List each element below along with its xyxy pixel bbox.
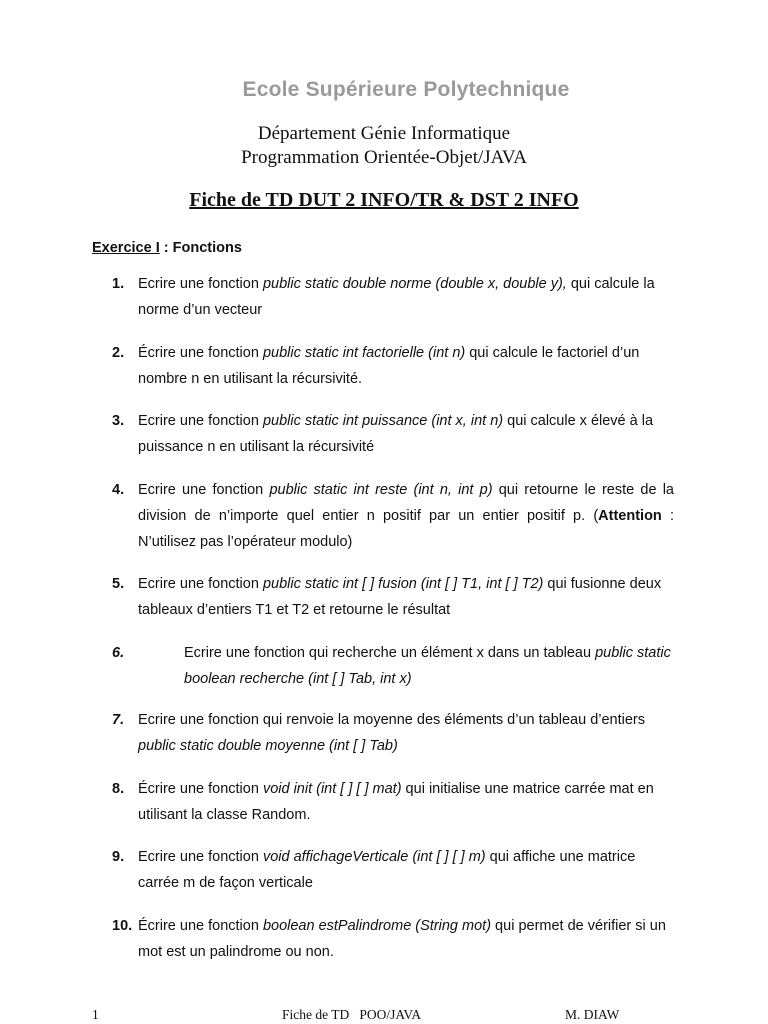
item-text [138, 707, 674, 759]
exercise-separator: : [159, 240, 173, 256]
fiche-title [0, 189, 768, 212]
item-number: 1. [112, 276, 125, 292]
item-text [138, 408, 674, 460]
footer-page-number: 1 [92, 1007, 99, 1022]
item-text-part: qui calcule x élevé à la puissance n en utilisant la récursivité [138, 413, 654, 455]
item-signature: public static int puissance (int x, int n) [262, 413, 504, 429]
item-text-part: Ecrire une fonction qui renvoie la moyenne des éléments d’un tableau d’entiers [138, 712, 646, 728]
attention-label: Attention [598, 508, 662, 524]
fiche-title-text: Fiche de TD DUT 2 INFO/TR & DST 2 INFO [189, 189, 579, 211]
item-signature: public static int [ ] fusion (int [ ] T1, int [ ] T2) [262, 576, 544, 592]
item-text [138, 340, 674, 392]
item-number: 9. [112, 849, 125, 865]
item-number: 6. [112, 645, 125, 661]
exercise-label: Exercice I [92, 240, 160, 256]
school-name: Ecole Supérieure Polytechnique [242, 78, 570, 101]
item-text [138, 844, 674, 896]
exercise-item-7 [112, 707, 674, 759]
item-text-part: qui initialise une matrice carrée mat en utilisant la classe Random. [138, 781, 654, 823]
item-text-part: Ecrire une fonction [138, 576, 263, 592]
item-number: 8. [112, 781, 125, 797]
exercise-item-10 [112, 913, 674, 965]
item-signature: void affichageVerticale (int [ ] [ ] m) [262, 849, 486, 865]
item-text [138, 913, 674, 965]
item-number: 3. [112, 413, 125, 429]
item-text-part: Ecrire une fonction [138, 413, 263, 429]
item-signature: boolean estPalindrome (String mot) [262, 918, 492, 934]
item-text [184, 640, 674, 692]
item-text-part: qui permet de vérifier si un mot est un palindrome ou non. [138, 918, 666, 960]
exercise-item-5 [112, 571, 674, 623]
item-signature: public static double moyenne (int [ ] Tab) [138, 738, 398, 754]
item-text-part: Ecrire une fonction [138, 482, 270, 498]
item-text [138, 571, 674, 623]
item-text-part: Écrire une fonction [138, 345, 263, 361]
item-text-part: Écrire une fonction [138, 918, 263, 934]
item-signature: public static int factorielle (int n) [262, 345, 466, 361]
exercise-item-8 [112, 776, 674, 828]
exercise-topic: Fonctions [172, 240, 242, 256]
item-text-part: Ecrire une fonction [138, 276, 263, 292]
item-text [138, 477, 674, 555]
item-text-part: qui fusionne deux tableaux d’entiers T1 et T2 et retourne le résultat [138, 576, 662, 618]
exercise-item-6 [112, 640, 674, 692]
exercise-item-9 [112, 844, 674, 896]
item-number: 10. [112, 918, 133, 934]
exercise-item-3 [112, 408, 674, 460]
item-signature: public static double norme (double x, double y), [262, 276, 567, 292]
item-number: 7. [112, 712, 125, 728]
department-title: Département Génie Informatique [257, 123, 511, 144]
item-text-part: qui affiche une matrice carrée m de façon verticale [138, 849, 636, 891]
item-text-part: qui calcule la norme d’un vecteur [138, 276, 655, 318]
item-text-part: Écrire une fonction [138, 781, 263, 797]
item-text-part: qui retourne le reste de la division de n’importe quel entier n positif par un entier positif p. ( [138, 482, 674, 524]
exercise-item-1 [112, 271, 674, 323]
item-text-part: Ecrire une fonction qui recherche un élément x dans un tableau [184, 645, 596, 661]
footer-author: M. DIAW [565, 1007, 620, 1022]
item-text-part: Ecrire une fonction [138, 849, 263, 865]
item-text [138, 271, 674, 323]
item-number: 4. [112, 482, 125, 498]
item-number: 2. [112, 345, 125, 361]
item-text-part: : N’utilisez pas l’opérateur modulo) [138, 508, 674, 550]
exercise-heading [92, 240, 242, 256]
item-number: 5. [112, 576, 125, 592]
exercise-item-4 [112, 477, 674, 555]
item-text-part: qui calcule le factoriel d’un nombre n en utilisant la récursivité. [138, 345, 640, 387]
footer-title: Fiche de TD POO/JAVA [282, 1007, 422, 1022]
item-signature: public static int reste (int n, int p) [269, 482, 493, 498]
exercise-item-2 [112, 340, 674, 392]
course-title: Programmation Orientée-Objet/JAVA [241, 147, 527, 168]
item-signature: public static boolean recherche (int [ ] Tab, int x) [184, 645, 671, 687]
item-text [138, 776, 674, 828]
item-signature: void init (int [ ] [ ] mat) [262, 781, 402, 797]
